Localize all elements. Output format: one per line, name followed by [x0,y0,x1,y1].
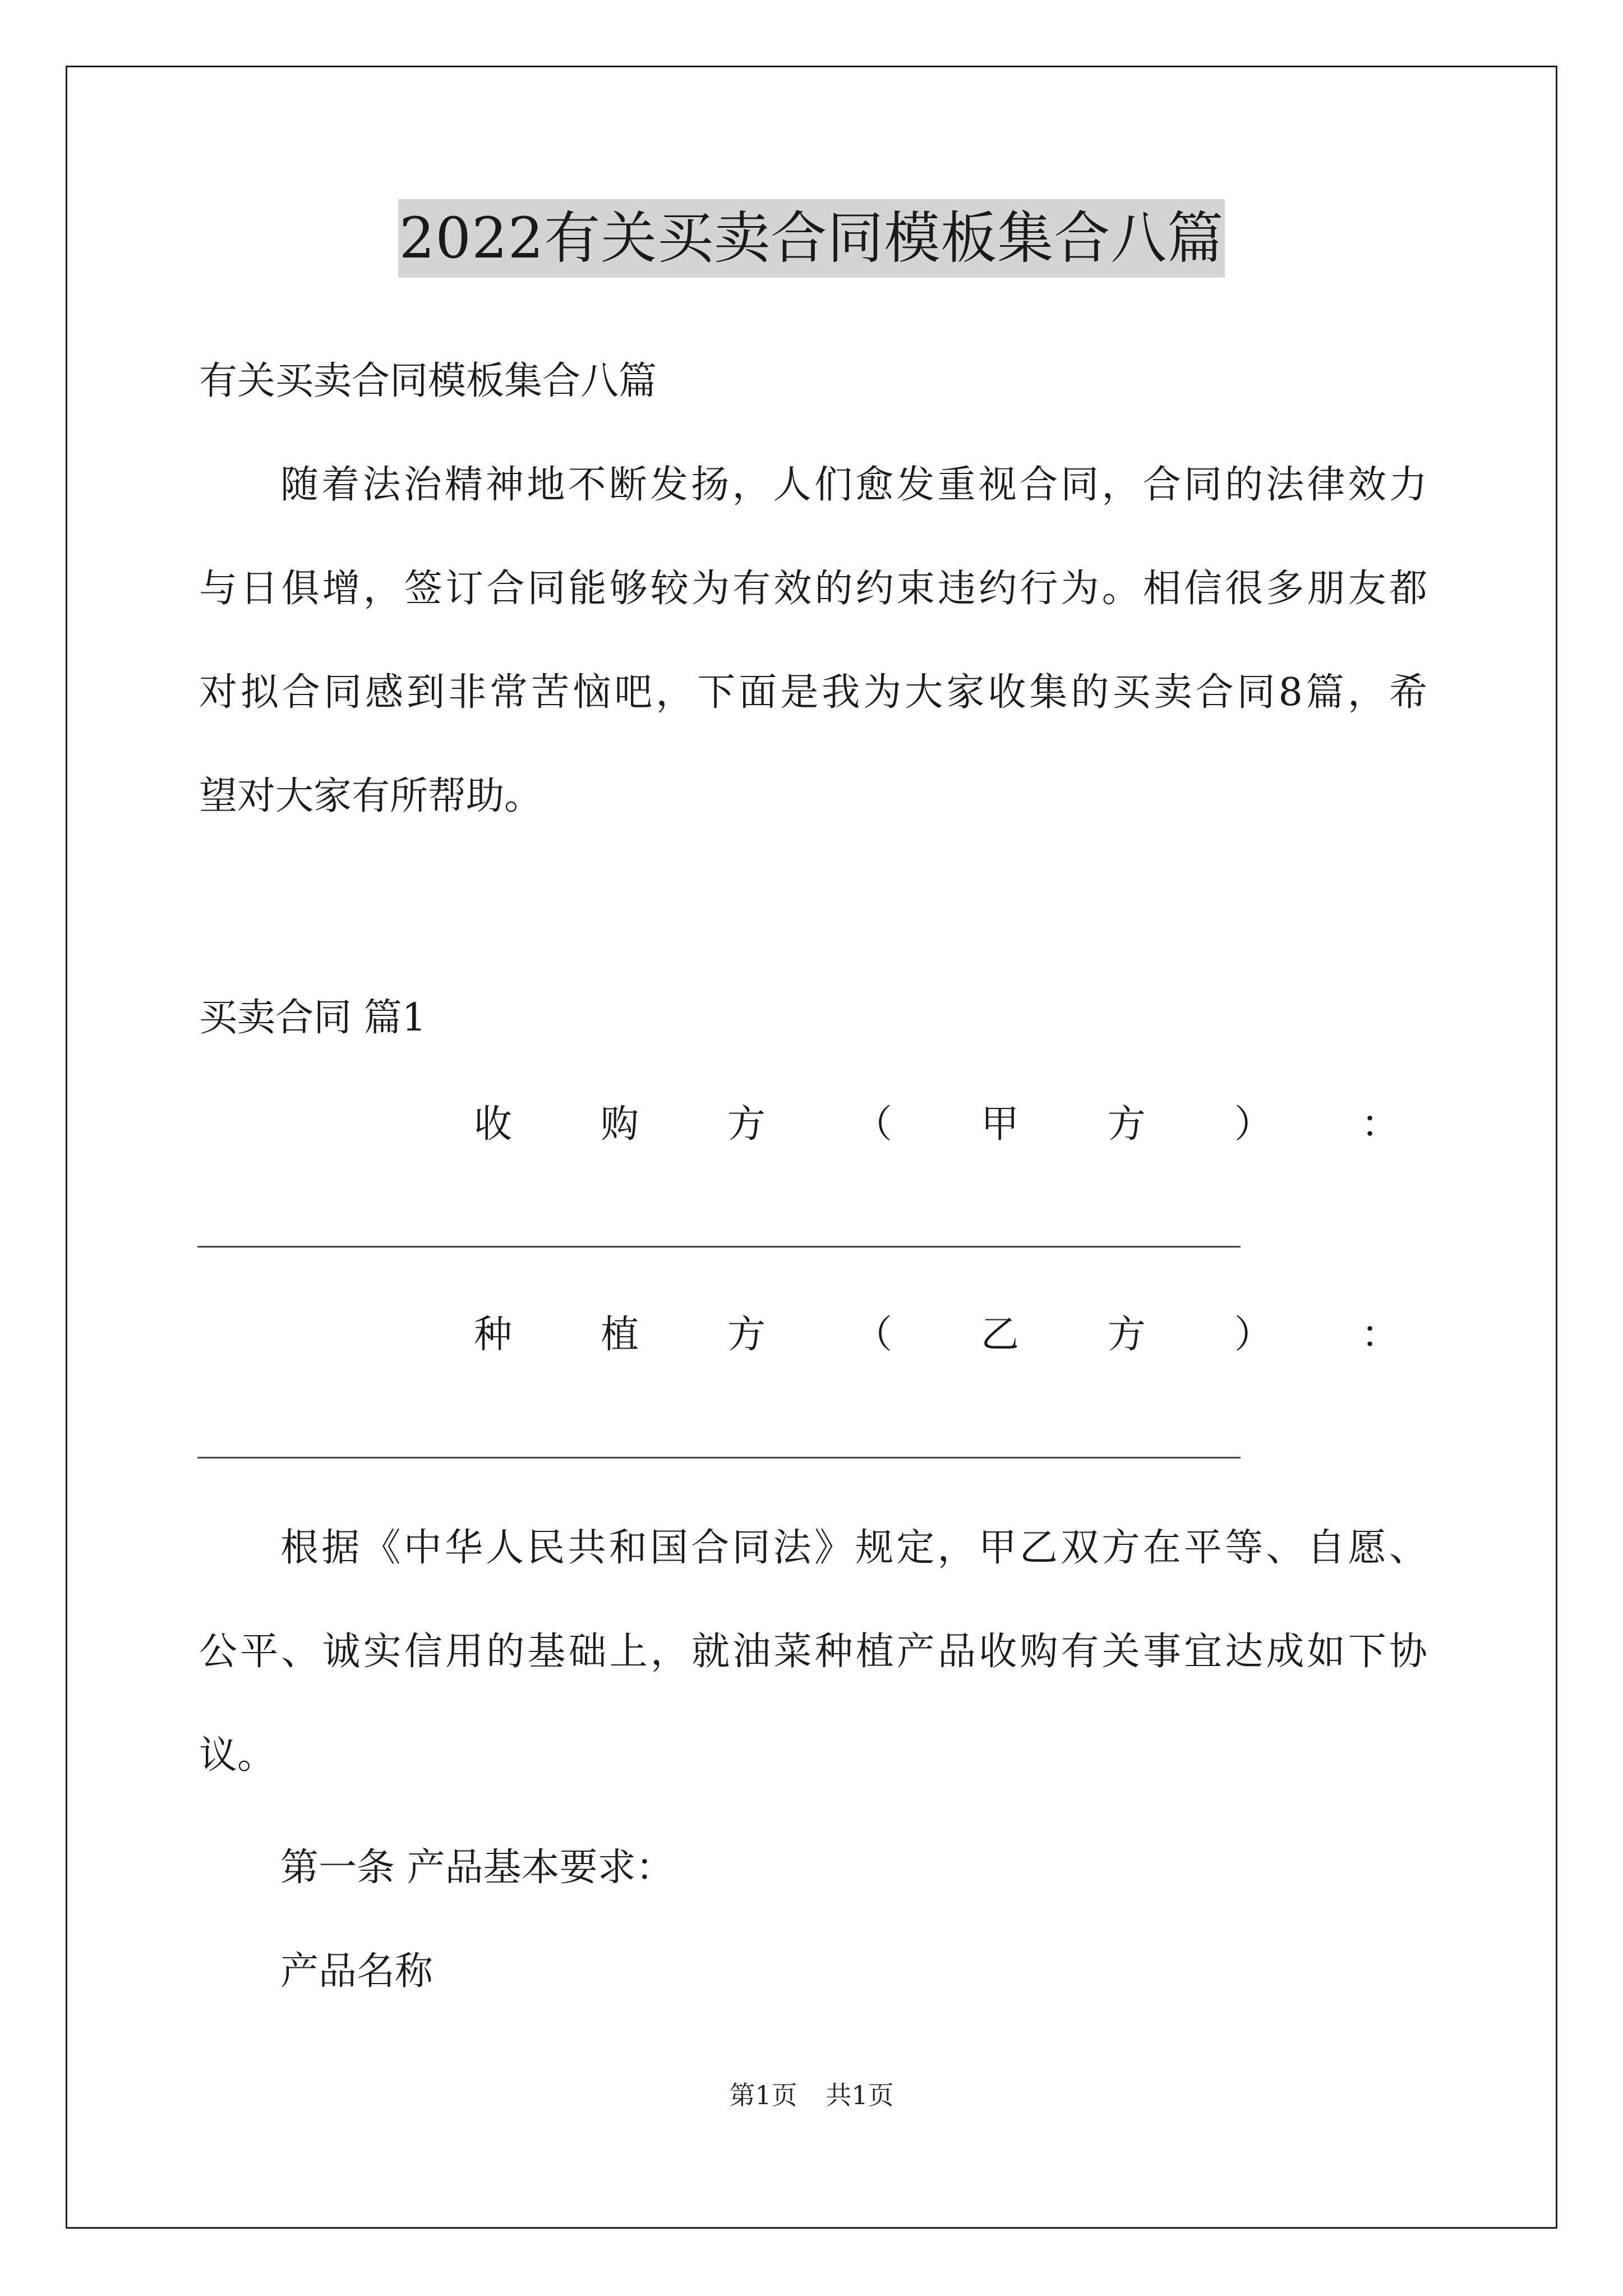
article-one-heading: 第一条 产品基本要求： [280,1846,674,1890]
document-subtitle: 有关买卖合同模板集合八篇 [199,359,657,403]
party-a-char: 方 [1107,1102,1146,1147]
party-a-char: 甲 [980,1102,1019,1147]
intro-line-2: 与日俱增，签订合同能够较为有效的约束违约行为。相信很多朋友都 [199,567,1427,611]
product-name-label: 产品名称 [280,1949,434,1994]
basis-line-2: 公平、诚实信用的基础上，就油菜种植产品收购有关事宜达成如下协 [199,1630,1427,1674]
party-b-char: ） [1234,1313,1272,1357]
party-a-char: ） [1234,1102,1272,1147]
party-b-char: 乙 [980,1313,1019,1357]
section-heading: 买卖合同 篇1 [199,996,426,1040]
page-footer [0,2078,1623,2112]
party-a-char: （ [854,1102,892,1147]
intro-line-3: 对拟合同感到非常苦恼吧，下面是我为大家收集的买卖合同8篇，希 [199,670,1427,715]
basis-line-1: 根据《中华人民共和国合同法》规定，甲乙双方在平等、自愿、 [280,1526,1427,1570]
party-a-char: 收 [474,1102,513,1147]
document-title: 2022有关买卖合同模板集合八篇 [398,199,1225,278]
party-b-label [474,1313,1399,1358]
party-b-char: 方 [727,1313,766,1357]
intro-line-1: 随着法治精神地不断发扬，人们愈发重视合同，合同的法律效力 [280,463,1427,507]
party-b-char: 种 [474,1313,513,1357]
intro-line-4: 望对大家有所帮助。 [199,774,543,818]
party-b-char: 方 [1107,1313,1146,1357]
title-container [0,199,1623,278]
page-total: 共1页 [826,2080,894,2110]
party-b-blank-line [197,1457,1241,1458]
party-a-char: ： [1361,1102,1399,1147]
party-a-label [474,1102,1399,1147]
party-a-blank-line [197,1246,1241,1248]
party-a-char: 方 [727,1102,766,1147]
basis-line-3: 议。 [199,1733,276,1778]
party-b-char: ： [1361,1313,1399,1357]
page-number: 第1页 [729,2080,797,2110]
party-b-char: 植 [600,1313,639,1357]
party-b-char: （ [854,1313,892,1357]
party-a-char: 购 [600,1102,639,1147]
